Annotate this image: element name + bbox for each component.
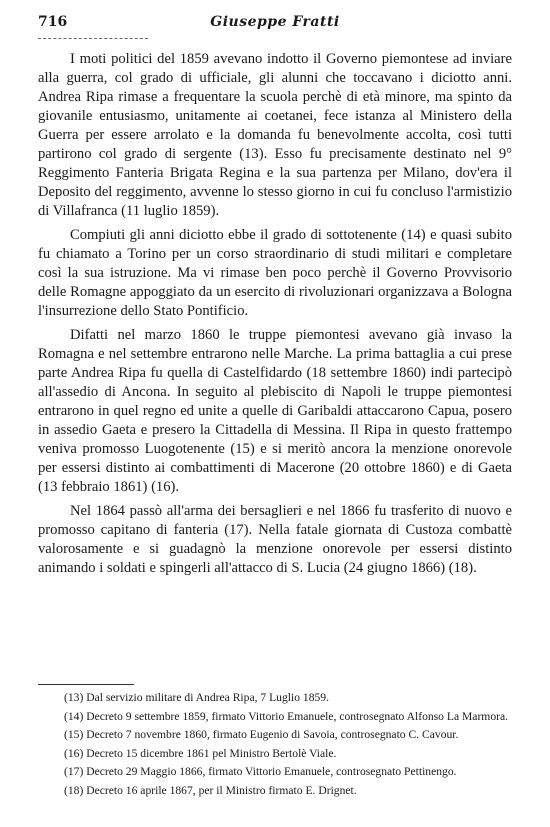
- paragraph: Difatti nel marzo 1860 le truppe piemontesi avevano già invaso la Romagna e nel settembre entrarono nelle Marche. La prima battaglia a cui prese parte Andrea Ripa fu quella di Castelfidardo (18 settembre 1860) indi partecipò all'assedio di Ancona. In seguito al plebiscito di Napoli le truppe piemontesi entrarono in quel regno ed unite a quelle di Garibaldi attaccarono Capua, posero in assedio Gaeta e presero la Cittadella di Messina. Il Ripa in questo frattempo veniva promosso Luogotenente (15) e si meritò ancora la menzione onorevole per essersi distinto ai combattimenti di Macerone (20 ottobre 1860) e di Gaeta (13 febbraio 1861) (16).: [38, 327, 512, 495]
- page-number: 716: [38, 14, 68, 30]
- footnote: (18) Decreto 16 aprile 1867, per il Ministro firmato E. Drignet.: [64, 783, 357, 797]
- footnote: (15) Decreto 7 novembre 1860, firmato Eugenio di Savoia, controsegnato C. Cavour.: [64, 728, 459, 741]
- paragraph: Compiuti gli anni diciotto ebbe il grado di sottotenente (14) e quasi subito fu chiamato a Torino per un corso straordinario di studi militari e completare così la sua istruzione. Ma vi rimase ben poco perchè il Governo Provvisorio delle Romagne appoggiato da un esercito di rivoluzionari organizzava a Bologna l'insurrezione dello Stato Pontificio.: [38, 227, 512, 319]
- footnote: (17) Decreto 29 Maggio 1866, firmato Vittorio Emanuele, controsegnato Pettinengo.: [64, 765, 457, 778]
- footnote: (13) Dal servizio militare di Andrea Ripa, 7 Luglio 1859.: [64, 691, 329, 704]
- page-header: [38, 14, 512, 36]
- header-rule: [38, 38, 148, 39]
- paragraph: Nel 1864 passò all'arma dei bersaglieri e nel 1866 fu trasferito di nuovo e promosso capitano di fanteria (17). Nella fatale giornata di Custoza combattè valorosamente e si guadagnò la menzione onorevole per essersi distinto animando i soldati e spingerli all'attacco di S. Lucia (24 giugno 1866) (18).: [38, 503, 512, 576]
- body-text: [38, 50, 512, 583]
- running-head: Giuseppe Fratti: [210, 14, 340, 30]
- footnote: (14) Decreto 9 settembre 1859, firmato Vittorio Emanuele, controsegnato Alfonso La Marmora.: [64, 709, 509, 723]
- paragraph: I moti politici del 1859 avevano indotto il Governo piemontese ad inviare alla guerra, col grado di ufficiale, gli alunni che toccavano i diciotto anni. Andrea Ripa rimase a frequentare la scuola perchè di età minore, ma spinto da giovanile entusiasmo, unitamente ai coetanei, fece istanza al Ministero della Guerra per essere arrolato e la domanda fu benevolmente accolta, così tutti partirono col grado di sergente (13). Esso fu precisamente destinato nel 9° Reggimento Fanteria Brigata Regina e la sua partenza per Milano, dov'era il Deposito del reggimento, avvenne lo stesso giorno in cui fu concluso l'armistizio di Villafranca (11 luglio 1859).: [38, 51, 512, 219]
- footnotes: [38, 684, 512, 800]
- footnote: (16) Decreto 15 dicembre 1861 pel Ministro Bertolè Viale.: [64, 746, 337, 760]
- footnote-rule: [38, 684, 134, 685]
